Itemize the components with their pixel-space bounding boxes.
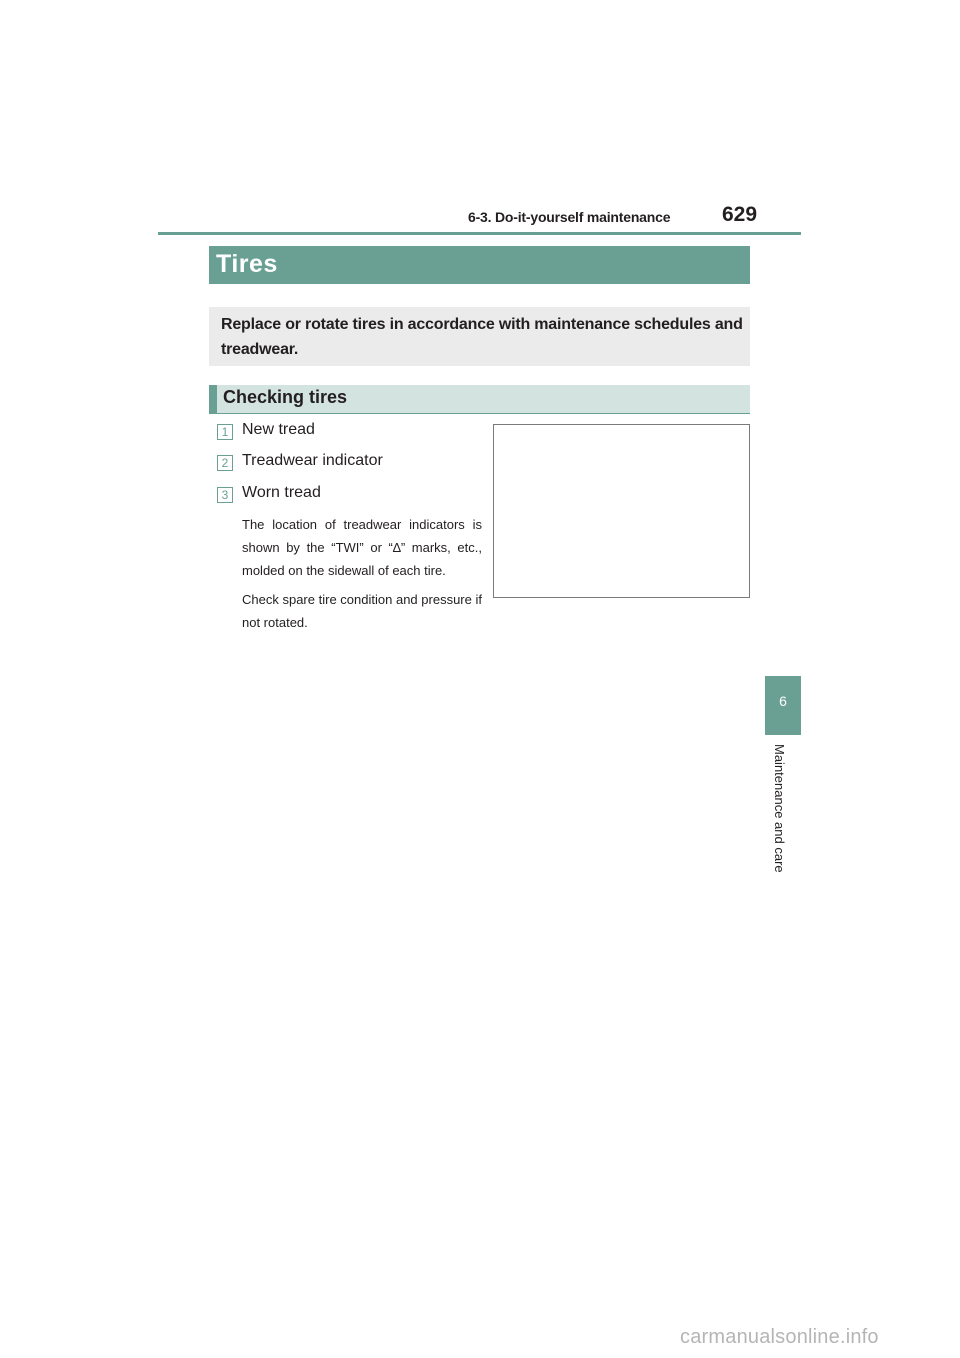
subsection-accent [209, 385, 217, 414]
intro-box [209, 307, 750, 366]
item-number-badge: 1 [217, 424, 233, 440]
intro-text: Replace or rotate tires in accordance with maintenance schedules and treadwear. [221, 316, 743, 358]
note-spare-tire: Check spare tire condition and pressure if not rotated. [242, 592, 482, 630]
title-bar [209, 246, 750, 284]
chapter-tab [765, 676, 801, 735]
item-label: Worn tread [242, 484, 321, 501]
watermark: carmanualsonline.info [680, 1326, 879, 1348]
subsection-title: Checking tires [223, 387, 348, 407]
item-label: New tread [242, 421, 315, 438]
page-number: 629 [722, 203, 758, 226]
subsection-bar [209, 385, 750, 414]
header-rule [158, 232, 801, 235]
chapter-number: 6 [779, 693, 787, 709]
item-number-badge: 3 [217, 487, 233, 503]
figure-frame [493, 424, 750, 598]
running-header-section: 6-3. Do-it-yourself maintenance [468, 209, 671, 225]
chapter-label: Maintenance and care [772, 744, 787, 873]
item-number-badge: 2 [217, 455, 233, 471]
note-treadwear-location: The location of treadwear indicators is shown by the “TWI” or “∆” marks, etc., molded on the sidewall of each tire. [242, 517, 482, 578]
item-label: Treadwear indicator [242, 452, 383, 469]
page-title: Tires [216, 250, 278, 278]
